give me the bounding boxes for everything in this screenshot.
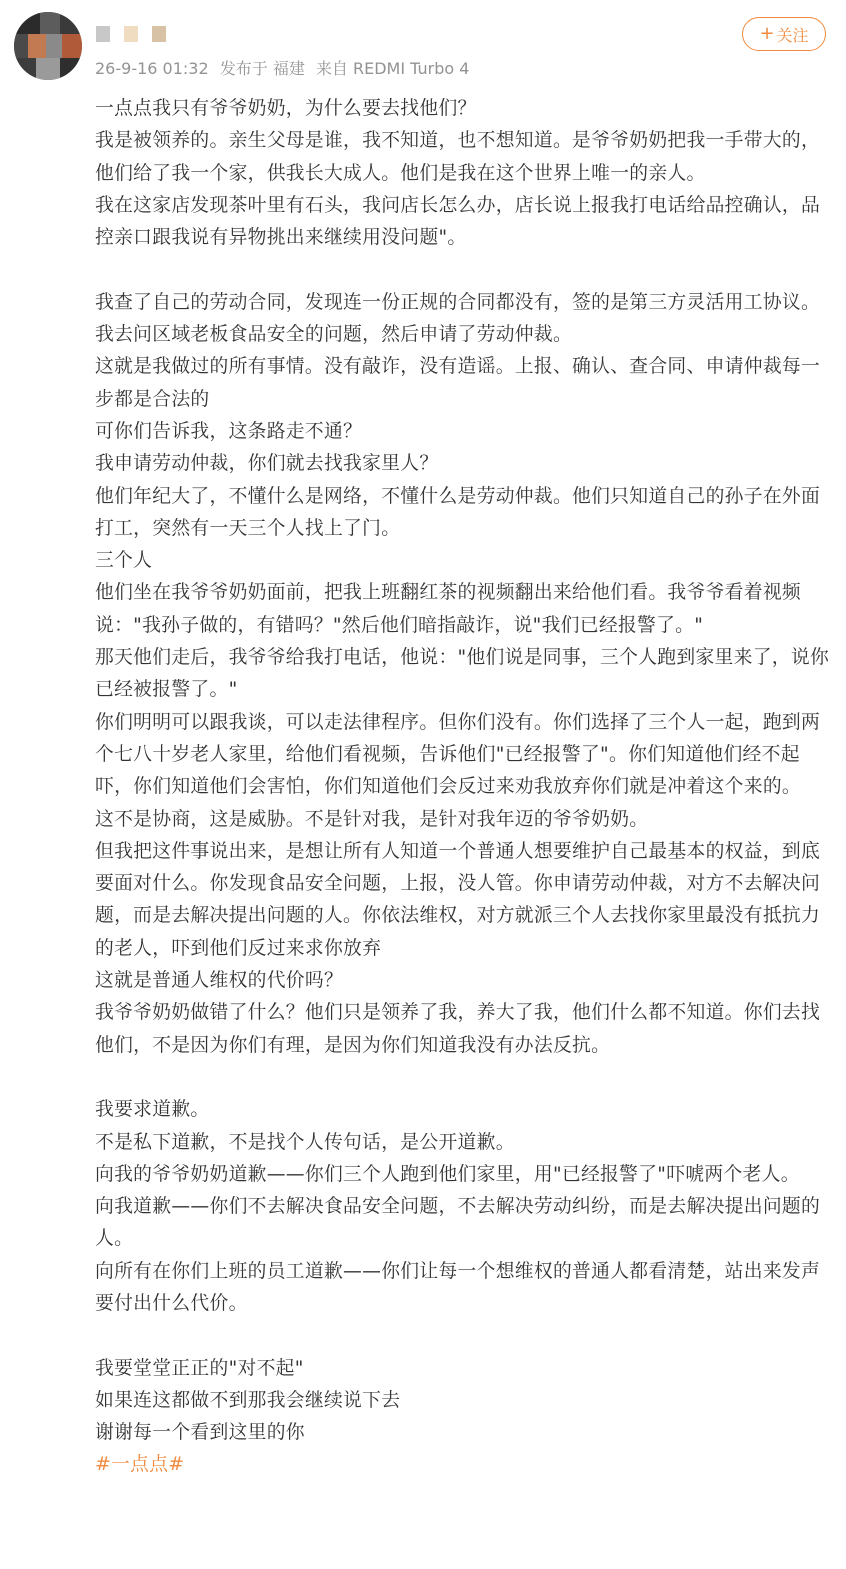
- post-line: 三个人: [95, 550, 153, 572]
- post-line: 这不是协商，这是威胁。不是针对我，是针对我年迈的爷爷奶奶。: [95, 808, 649, 830]
- username-block: [152, 26, 166, 42]
- avatar-pixel: [40, 12, 60, 34]
- post-device: 来自 REDMI Turbo 4: [315, 59, 470, 78]
- avatar-pixel: [14, 34, 28, 58]
- username-block: [124, 26, 138, 42]
- avatar[interactable]: [14, 12, 82, 80]
- post-line: 这就是我做过的所有事情。没有敲诈，没有造谣。上报、确认、查合同、申请仲裁每一步都是合法的: [95, 356, 821, 410]
- post-line: 我查了自己的劳动合同，发现连一份正规的合同都没有，签的是第三方灵活用工协议。我去问区域老板食品安全的问题，然后申请了劳动仲裁。: [95, 291, 821, 346]
- avatar-pixel: [36, 58, 60, 80]
- blank-line: [95, 1320, 830, 1352]
- avatar-pixel: [46, 34, 62, 58]
- post-line: 一点点我只有爷爷奶奶，为什么要去找他们？: [95, 98, 477, 119]
- post-header: [14, 12, 832, 82]
- post-line: 我申请劳动仲裁，你们就去找我家里人？: [95, 453, 439, 475]
- post-line: 他们坐在我爷爷奶奶面前，把我上班翻红茶的视频翻出来给他们看。我爷爷看着视频说："我孙子做的，有错吗？"然后他们暗指敲诈，说"我们已经报警了。": [95, 582, 802, 636]
- avatar-pixel: [60, 12, 82, 34]
- username-block: [96, 26, 110, 42]
- post-line: 那天他们走后，我爷爷给我打电话，他说："他们说是同事，三个人跑到家里来了，说你已经被报警了。": [95, 647, 830, 701]
- post-content: [95, 93, 830, 1482]
- post-line: 但我把这件事说出来，是想让所有人知道一个普通人想要维护自己最基本的权益，到底要面对什么。你发现食品安全问题，上报，没人管。你申请劳动仲裁，对方不去解决问题，而是去解决提出问题的人。你依法维权，对方就派三个人去找你家里最没有抵抗力的老人，吓到他们反过来求你放弃: [95, 840, 821, 959]
- post-line: 我爷爷奶奶做错了什么？他们只是领养了我，养大了我，他们什么都不知道。你们去找他们，不是因为你们有理，是因为你们知道我没有办法反抗。: [95, 1002, 821, 1056]
- post-line: 你们明明可以跟我谈，可以走法律程序。但你们没有。你们选择了三个人一起，跑到两个七八十岁老人家里，给他们看视频，告诉他们"已经报警了"。你们知道他们经不起吓，你们知道他们会害怕，你们知道他们会反过来劝我放弃你们就是冲着这个来的。: [95, 711, 821, 798]
- post-line: 他们年纪大了，不懂什么是网络，不懂什么是劳动仲裁。他们只知道自己的孙子在外面打工，突然有一天三个人找上了门。: [95, 485, 821, 539]
- post-meta: [95, 58, 475, 80]
- blank-line: [95, 1062, 830, 1094]
- post-line: 我在这家店发现茶叶里有石头，我问店长怎么办，店长说上报我打电话给品控确认，品控亲口跟我说有异物挑出来继续用没问题"。: [95, 194, 821, 249]
- avatar-pixel: [60, 58, 82, 80]
- post-line: 向所有在你们上班的员工道歉——你们让每一个想维权的普通人都看清楚，站出来发声要付出什么代价。: [95, 1260, 821, 1314]
- plus-icon: +: [759, 23, 775, 44]
- avatar-pixel: [28, 34, 46, 58]
- avatar-pixel: [62, 34, 82, 58]
- post-location: 发布于 福建: [219, 59, 305, 78]
- post-line: 这就是普通人维权的代价吗？: [95, 970, 344, 992]
- follow-label: 关注: [776, 25, 809, 45]
- post-line: 我是被领养的。亲生父母是谁，我不知道，也不想知道。是爷爷奶奶把我一手带大的，他们给了我一个家，供我长大成人。他们是我在这个世界上唯一的亲人。: [95, 130, 821, 184]
- post-line: 谢谢每一个看到这里的你: [95, 1422, 305, 1444]
- post-line: 如果连这都做不到那我会继续说下去: [95, 1389, 401, 1411]
- avatar-pixel: [14, 12, 40, 34]
- hashtag-link[interactable]: #一点点#: [95, 1454, 185, 1476]
- post-timestamp[interactable]: 26-9-16 01:32: [95, 59, 209, 78]
- post-line: 不是私下道歉，不是找个人传句话，是公开道歉。: [95, 1131, 515, 1153]
- follow-button[interactable]: [742, 17, 826, 51]
- post-line: 可你们告诉我，这条路走不通？: [95, 420, 363, 442]
- post-line: 我要求道歉。: [95, 1099, 210, 1121]
- post-line: 我要堂堂正正的"对不起": [95, 1357, 304, 1379]
- blank-line: [95, 254, 830, 286]
- avatar-pixel: [14, 58, 36, 80]
- post-line: 向我的爷爷奶奶道歉——你们三个人跑到他们家里，用"已经报警了"吓唬两个老人。: [95, 1163, 800, 1185]
- post-line: 向我道歉——你们不去解决食品安全问题，不去解决劳动纠纷，而是去解决提出问题的人。: [95, 1196, 821, 1250]
- username-blurred[interactable]: [96, 26, 176, 44]
